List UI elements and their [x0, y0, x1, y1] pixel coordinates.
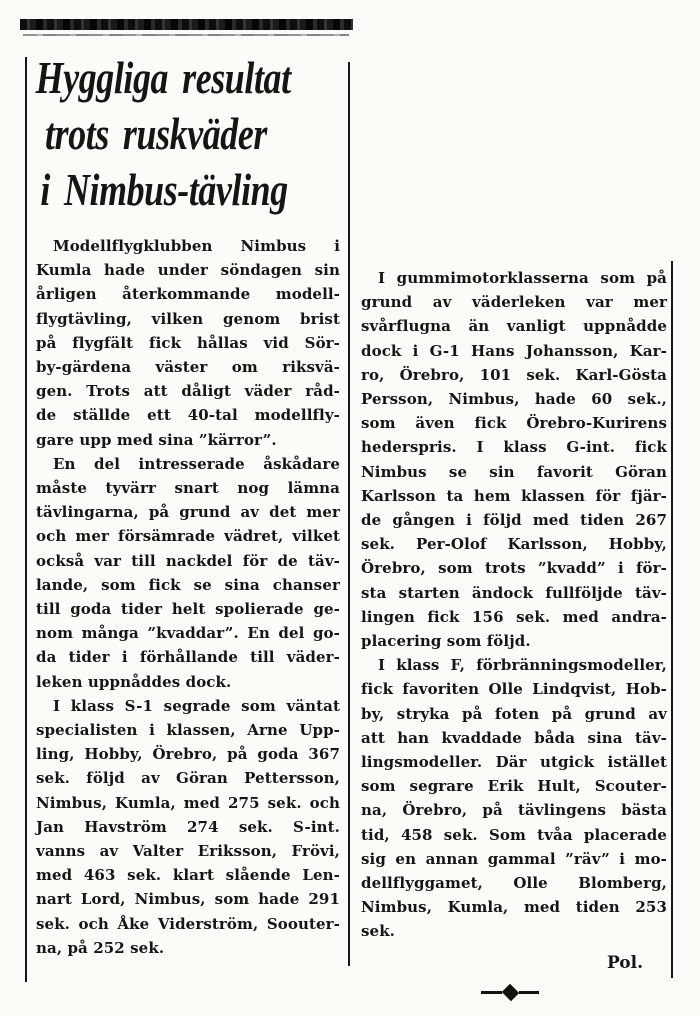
- paragraph: [36, 694, 340, 960]
- diamond-icon: [501, 983, 518, 1000]
- text-line: som segrare Erik Hult, Scouter-: [361, 777, 667, 796]
- top-rule-divider: [20, 19, 353, 30]
- text-line: ro, Örebro, 101 sek. Karl-Gösta: [361, 365, 667, 384]
- text-line: na, Örebro, på tävlingens bästa: [361, 801, 667, 820]
- text-line: lande, som fick se sina chanser: [36, 575, 340, 594]
- text-line: gen. Trots att dåligt väder råd-: [36, 382, 340, 401]
- text-line: lingsmodeller. Där utgick istället: [361, 753, 667, 772]
- text-line: på flygfält fick hållas vid Sör-: [36, 333, 340, 352]
- text-line: I gummimotorklasserna som på: [378, 269, 667, 287]
- text-line: flygtävling, vilken genom brist: [36, 309, 340, 328]
- text-line: tid, 458 sek. Som tvåa placerade: [361, 825, 667, 844]
- column-rule-left: [25, 57, 27, 982]
- paragraph: [36, 234, 340, 452]
- text-line: sek. och Åke Viderström, Soouter-: [36, 914, 340, 933]
- text-line: sek. Per-Olof Karlsson, Hobby,: [361, 535, 667, 554]
- text-line: tävlingarna, på grund av det mer: [36, 503, 340, 522]
- headline-line-2: trots ruskväder: [45, 108, 267, 159]
- text-line: att han kvaddade båda sina täv-: [361, 728, 667, 747]
- headline-line-1: Hyggliga resultat: [35, 52, 291, 103]
- text-line: Modellflygklubben Nimbus i: [53, 237, 340, 255]
- text-line: da tider i förhållande till väder-: [36, 648, 340, 667]
- text-line: nart Lord, Nimbus, som hade 291: [36, 890, 340, 909]
- text-line: och mer försämrade vädret, vilket: [36, 527, 340, 546]
- column-rule-middle: [348, 62, 350, 966]
- divider-line-left: [481, 991, 502, 994]
- text-line: Jan Havström 274 sek. S-int.: [36, 817, 340, 836]
- text-line: by-gärdena väster om riksvä-: [36, 358, 340, 377]
- text-line: Persson, Nimbus, hade 60 sek.,: [361, 390, 667, 409]
- text-line: vanns av Valter Eriksson, Frövi,: [36, 842, 340, 861]
- text-line: Kumla hade under söndagen sin: [36, 261, 340, 280]
- text-line: sek.: [361, 922, 396, 941]
- top-rule-subline: [23, 34, 349, 36]
- end-of-article-divider: [481, 984, 539, 1000]
- left-column: [36, 234, 340, 960]
- text-line: Nimbus, Kumla, med tiden 253: [361, 898, 667, 917]
- text-line: Karlsson ta hem klassen för fjär-: [361, 486, 667, 505]
- right-column: [361, 266, 667, 944]
- text-line: hederspris. I klass G-int. fick: [361, 438, 667, 457]
- text-line: specialisten i klassen, Arne Upp-: [36, 721, 340, 740]
- paragraph: [361, 266, 667, 653]
- text-line: svårflugna än vanligt uppnådde: [361, 317, 667, 336]
- text-line: lingen fick 156 sek. med andra-: [361, 607, 667, 626]
- text-line: En del intresserade åskådare: [53, 454, 340, 473]
- paragraph: [361, 653, 667, 943]
- text-line: till goda tider helt spolierade ge-: [36, 600, 340, 619]
- text-line: de gången i följd med tiden 267: [361, 511, 667, 530]
- text-line: dellflyggamet, Olle Blomberg,: [361, 874, 667, 893]
- text-line: by, stryka på foten på grund av: [361, 704, 667, 723]
- text-line: sta starten ändock fullföljde täv-: [361, 583, 667, 602]
- text-line: årligen återkommande modell-: [36, 285, 340, 304]
- text-line: gare upp med sina ”kärror”.: [36, 430, 277, 449]
- text-line: nom många ”kvaddar”. En del go-: [36, 624, 340, 643]
- text-line: Nimbus se sin favorit Göran: [361, 462, 667, 481]
- text-line: som även fick Örebro-Kurirens: [361, 414, 667, 433]
- text-line: na, på 252 sek.: [36, 938, 165, 957]
- text-line: sig en annan gammal ”räv” i mo-: [361, 849, 667, 868]
- text-line: I klass F, förbränningsmodeller,: [378, 656, 667, 675]
- text-line: grund av väderleken var mer: [361, 293, 667, 312]
- text-line: fick favoriten Olle Lindqvist, Hob-: [361, 680, 667, 699]
- paragraph: [36, 452, 340, 694]
- author-signature: Pol.: [606, 953, 643, 973]
- text-line: Örebro, som trots ”kvadd” i för-: [361, 559, 667, 578]
- text-line: ling, Hobby, Örebro, på goda 367: [36, 745, 340, 764]
- text-line: leken uppnåddes dock.: [36, 672, 232, 691]
- divider-line-right: [519, 991, 540, 994]
- text-line: med 463 sek. klart slående Len-: [36, 866, 340, 885]
- text-line: sek. följd av Göran Pettersson,: [36, 769, 340, 788]
- text-line: dock i G-1 Hans Johansson, Kar-: [361, 341, 667, 360]
- article-headline: [31, 50, 347, 218]
- text-line: måste tyvärr snart nog lämna: [36, 479, 340, 498]
- text-line: också var till nackdel för de täv-: [36, 551, 340, 570]
- text-line: placering som följd.: [361, 632, 531, 651]
- column-rule-right: [671, 261, 673, 978]
- text-line: Nimbus, Kumla, med 275 sek. och: [36, 793, 340, 812]
- text-line: de ställde ett 40-tal modellfly-: [36, 406, 340, 425]
- headline-line-3: i Nimbus-tävling: [40, 164, 288, 215]
- text-line: I klass S-1 segrade som väntat: [53, 696, 340, 715]
